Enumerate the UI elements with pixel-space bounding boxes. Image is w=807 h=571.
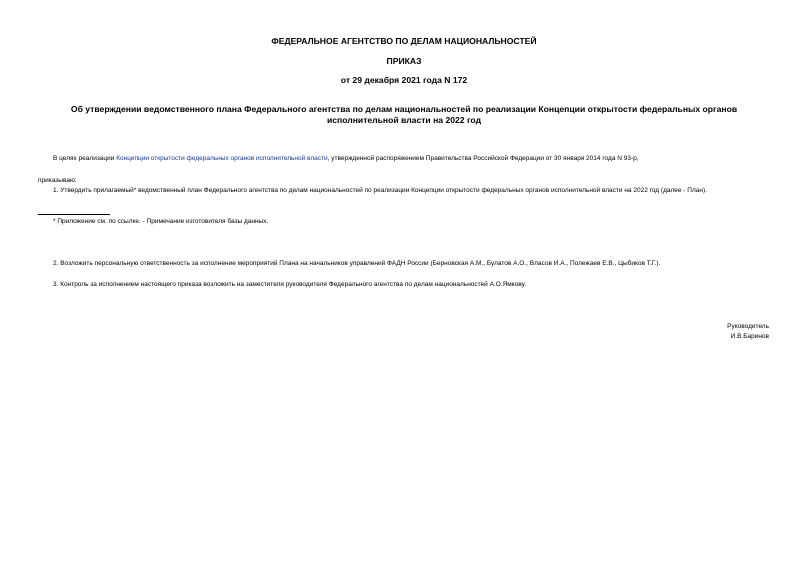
document-date-number: от 29 декабря 2021 года N 172 — [340, 75, 468, 85]
order-item-1: 1. Утвердить прилагаемый* ведомственный план Федерального агентства по делам национальностей по реализации Концепции открытости федеральных органов исполнительной власти на 2022 год (далее - План). — [53, 187, 707, 194]
preamble-prefix: В целях реализации — [53, 155, 117, 162]
document-title-line-2: исполнительной власти на 2022 год — [326, 115, 482, 125]
concept-link[interactable]: Концепции открытости федеральных органов исполнительной власти — [116, 155, 328, 162]
footnote-text: * Приложение см. по ссылке. - Примечание изготовителя базы данных. — [53, 218, 269, 225]
preamble-paragraph — [53, 154, 639, 164]
document-title-line-1: Об утверждении ведомственного плана Федерального агентства по делам национальностей по реализации Концепции открытости федеральных органов — [70, 104, 738, 114]
footnote-separator — [38, 214, 110, 215]
order-item-3: 3. Контроль за исполнением настоящего приказа возложить на заместителя руководителя Федерального агентства по делам национальностей А.О.Ямкову. — [53, 281, 527, 288]
order-item-2: 2. Возложить персональную ответственность за исполнение мероприятий Плана на начальников управлений ФАДН России (Берновская А.М., Булатов А.О., Власов И.А., Полежаев Е.В., Цыбиков Т.Г.). — [53, 260, 661, 267]
agency-name: ФЕДЕРАЛЬНОЕ АГЕНТСТВО ПО ДЕЛАМ НАЦИОНАЛЬНОСТЕЙ — [271, 36, 537, 46]
signature-name: И.В.Баринов — [730, 333, 769, 340]
order-word: приказываю: — [38, 177, 77, 184]
signature-position: Руководитель — [727, 323, 769, 330]
preamble-suffix: , утвержденной распоряжением Правительства Российской Федерации от 30 января 2014 года N 93-р, — [327, 155, 639, 162]
document-type: ПРИКАЗ — [386, 56, 422, 66]
